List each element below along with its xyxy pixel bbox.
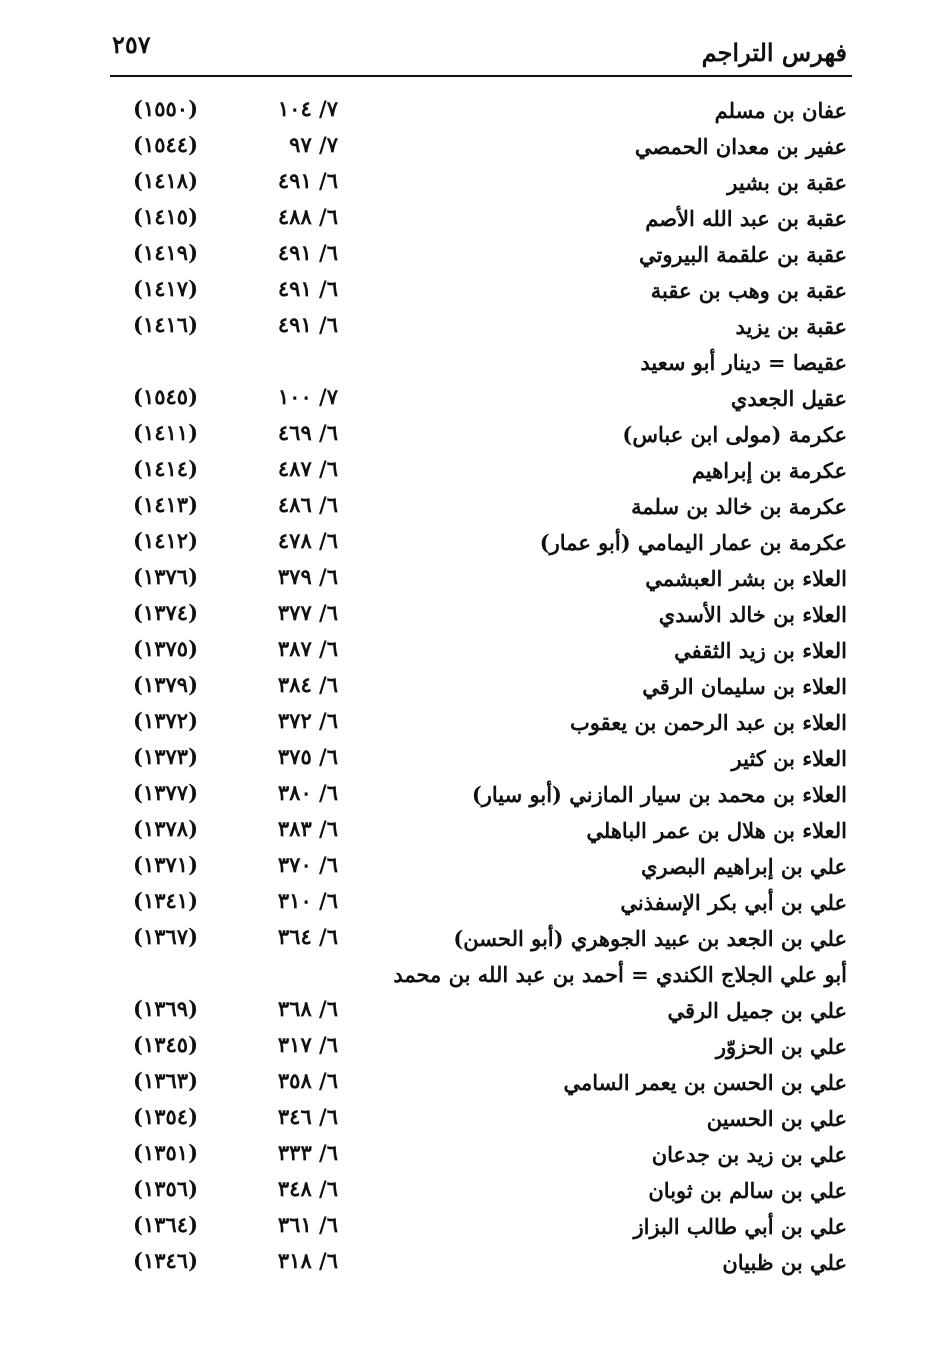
entry-name: عقيل الجعدي bbox=[730, 386, 847, 411]
entry-name: أبو علي الجلاج الكندي = أحمد بن عبد الله بن محمد bbox=[393, 962, 847, 987]
index-entry bbox=[0, 416, 935, 452]
entry-name: العلاء بن خالد الأسدي bbox=[658, 602, 847, 627]
entry-number: (١٣٦٣) bbox=[133, 1068, 198, 1093]
entry-volume-page: ٦/ ٣٥٨ bbox=[277, 1068, 338, 1093]
index-entries bbox=[0, 92, 935, 1280]
index-entry bbox=[0, 164, 935, 200]
index-entry bbox=[0, 380, 935, 416]
entry-volume-page: ٦/ ٣١٠ bbox=[277, 888, 338, 913]
index-entry bbox=[0, 776, 935, 812]
index-entry bbox=[0, 848, 935, 884]
entry-name: علي بن الحزوّر bbox=[715, 1034, 847, 1059]
index-entry bbox=[0, 560, 935, 596]
page-number: ٢٥٧ bbox=[112, 30, 151, 59]
entry-number: (١٣٤٥) bbox=[133, 1032, 198, 1057]
running-title: فهرس التراجم bbox=[701, 38, 847, 67]
entry-volume-page: ٦/ ٣٨٤ bbox=[277, 672, 338, 697]
entry-name: علي بن الجعد بن عبيد الجوهري (أبو الحسن) bbox=[453, 926, 847, 951]
index-entry bbox=[0, 1208, 935, 1244]
entry-volume-page: ٦/ ٣٧٩ bbox=[277, 564, 338, 589]
entry-volume-page: ٦/ ٣٨٧ bbox=[277, 636, 338, 661]
entry-name: العلاء بن محمد بن سيار المازني (أبو سيار) bbox=[471, 782, 847, 807]
entry-volume-page: ٧/ ١٠٤ bbox=[277, 96, 338, 121]
entry-volume-page: ٦/ ٣٦١ bbox=[277, 1212, 338, 1237]
header-rule bbox=[110, 75, 852, 77]
entry-name: علي بن أبي طالب البزاز bbox=[633, 1214, 847, 1239]
index-entry bbox=[0, 884, 935, 920]
entry-name: عقبة بن عبد الله الأصم bbox=[645, 206, 847, 231]
entry-number: (١٤١٢) bbox=[133, 528, 198, 553]
index-entry bbox=[0, 488, 935, 524]
entry-volume-page: ٦/ ٤٩١ bbox=[277, 312, 338, 337]
index-entry bbox=[0, 92, 935, 128]
entry-volume-page: ٦/ ٣٧٢ bbox=[277, 708, 338, 733]
entry-number: (١٣٥٤) bbox=[133, 1104, 198, 1129]
entry-number: (١٥٤٥) bbox=[133, 384, 198, 409]
entry-name: علي بن سالم بن ثوبان bbox=[648, 1178, 847, 1203]
index-entry bbox=[0, 1028, 935, 1064]
entry-name: علي بن الحسن بن يعمر السامي bbox=[563, 1070, 847, 1095]
index-entry bbox=[0, 740, 935, 776]
index-entry bbox=[0, 596, 935, 632]
entry-volume-page: ٦/ ٤٧٨ bbox=[277, 528, 338, 553]
entry-name: عفان بن مسلم bbox=[714, 98, 847, 123]
entry-volume-page: ٦/ ٤٩١ bbox=[277, 168, 338, 193]
entry-number: (١٤١٦) bbox=[133, 312, 198, 337]
entry-number: (١٣٧٢) bbox=[133, 708, 198, 733]
entry-volume-page: ٧/ ٩٧ bbox=[289, 132, 338, 157]
index-entry bbox=[0, 920, 935, 956]
index-entry bbox=[0, 1064, 935, 1100]
index-entry bbox=[0, 524, 935, 560]
entry-volume-page: ٦/ ٣٤٦ bbox=[277, 1104, 338, 1129]
entry-volume-page: ٦/ ٤٦٩ bbox=[277, 420, 338, 445]
entry-number: (١٥٥٠) bbox=[133, 96, 198, 121]
entry-name: العلاء بن سليمان الرقي bbox=[642, 674, 847, 699]
entry-name: عكرمة بن خالد بن سلمة bbox=[631, 494, 847, 519]
entry-number: (١٣٧٣) bbox=[133, 744, 198, 769]
entry-number: (١٤١٤) bbox=[133, 456, 198, 481]
index-entry bbox=[0, 812, 935, 848]
entry-volume-page: ٦/ ٣٨٣ bbox=[277, 816, 338, 841]
index-entry bbox=[0, 668, 935, 704]
entry-volume-page: ٦/ ٤٨٧ bbox=[277, 456, 338, 481]
index-entry bbox=[0, 1172, 935, 1208]
entry-number: (١٤١٨) bbox=[133, 168, 198, 193]
index-entry bbox=[0, 308, 935, 344]
entry-name: علي بن زيد بن جدعان bbox=[651, 1142, 847, 1167]
entry-number: (١٣٥٦) bbox=[133, 1176, 198, 1201]
index-entry bbox=[0, 200, 935, 236]
entry-number: (١٣٤١) bbox=[133, 888, 198, 913]
entry-name: علي بن أبي بكر الإسفذني bbox=[620, 890, 847, 915]
entry-name: عكرمة بن إبراهيم bbox=[691, 458, 847, 483]
entry-number: (١٣٧٨) bbox=[133, 816, 198, 841]
entry-volume-page: ٧/ ١٠٠ bbox=[277, 384, 338, 409]
index-entry bbox=[0, 704, 935, 740]
entry-number: (١٤١٣) bbox=[133, 492, 198, 517]
entry-volume-page: ٦/ ٣١٨ bbox=[277, 1248, 338, 1273]
index-entry bbox=[0, 632, 935, 668]
entry-name: العلاء بن هلال بن عمر الباهلي bbox=[586, 818, 847, 843]
entry-number: (١٤١١) bbox=[133, 420, 198, 445]
entry-number: (١٤١٩) bbox=[133, 240, 198, 265]
entry-name: العلاء بن عبد الرحمن بن يعقوب bbox=[569, 710, 847, 735]
index-entry bbox=[0, 1100, 935, 1136]
index-entry bbox=[0, 992, 935, 1028]
entry-number: (١٤١٧) bbox=[133, 276, 198, 301]
entry-number: (١٤١٥) bbox=[133, 204, 198, 229]
entry-number: (١٣٧٥) bbox=[133, 636, 198, 661]
entry-volume-page: ٦/ ٣٧٧ bbox=[277, 600, 338, 625]
entry-name: العلاء بن زيد الثقفي bbox=[674, 638, 847, 663]
entry-name: العلاء بن كثير bbox=[731, 746, 847, 771]
entry-volume-page: ٦/ ٣٤٨ bbox=[277, 1176, 338, 1201]
entry-number: (١٣٦٤) bbox=[133, 1212, 198, 1237]
entry-volume-page: ٦/ ٣٦٤ bbox=[277, 924, 338, 949]
entry-number: (١٣٧٦) bbox=[133, 564, 198, 589]
entry-name: علي بن ظبيان bbox=[722, 1250, 847, 1275]
index-entry bbox=[0, 272, 935, 308]
entry-name: عكرمة بن عمار اليمامي (أبو عمار) bbox=[539, 530, 847, 555]
entry-name: عكرمة (مولى ابن عباس) bbox=[622, 422, 847, 447]
entry-name: علي بن الحسين bbox=[706, 1106, 847, 1131]
index-entry bbox=[0, 956, 935, 992]
entry-volume-page: ٦/ ٣٨٠ bbox=[277, 780, 338, 805]
entry-number: (١٣٧١) bbox=[133, 852, 198, 877]
index-entry bbox=[0, 1244, 935, 1280]
entry-volume-page: ٦/ ٣٧٠ bbox=[277, 852, 338, 877]
entry-name: عقيصا = دينار أبو سعيد bbox=[640, 350, 847, 375]
entry-volume-page: ٦/ ٣٣٣ bbox=[277, 1140, 338, 1165]
entry-name: عقبة بن وهب بن عقبة bbox=[650, 278, 847, 303]
entry-volume-page: ٦/ ٤٨٦ bbox=[277, 492, 338, 517]
entry-number: (١٣٦٧) bbox=[133, 924, 198, 949]
entry-name: عقبة بن علقمة البيروتي bbox=[638, 242, 847, 267]
entry-volume-page: ٦/ ٤٩١ bbox=[277, 240, 338, 265]
entry-volume-page: ٦/ ٤٩١ bbox=[277, 276, 338, 301]
entry-volume-page: ٦/ ٣٦٨ bbox=[277, 996, 338, 1021]
entry-number: (١٥٤٤) bbox=[133, 132, 198, 157]
entry-number: (١٣٧٩) bbox=[133, 672, 198, 697]
entry-volume-page: ٦/ ٣١٧ bbox=[277, 1032, 338, 1057]
entry-name: علي بن إبراهيم البصري bbox=[640, 854, 847, 879]
entry-number: (١٣٦٩) bbox=[133, 996, 198, 1021]
index-entry bbox=[0, 128, 935, 164]
entry-number: (١٣٤٦) bbox=[133, 1248, 198, 1273]
entry-name: عقبة بن بشير bbox=[727, 170, 847, 195]
entry-name: عقبة بن يزيد bbox=[735, 314, 847, 339]
entry-number: (١٣٧٧) bbox=[133, 780, 198, 805]
index-entry bbox=[0, 1136, 935, 1172]
index-entry bbox=[0, 236, 935, 272]
entry-name: علي بن جميل الرقي bbox=[667, 998, 847, 1023]
entry-number: (١٣٥١) bbox=[133, 1140, 198, 1165]
entry-volume-page: ٦/ ٤٨٨ bbox=[277, 204, 338, 229]
entry-number: (١٣٧٤) bbox=[133, 600, 198, 625]
entry-name: عفير بن معدان الحمصي bbox=[634, 134, 847, 159]
entry-name: العلاء بن بشر العبشمي bbox=[645, 566, 847, 591]
entry-volume-page: ٦/ ٣٧٥ bbox=[277, 744, 338, 769]
index-entry bbox=[0, 452, 935, 488]
index-entry bbox=[0, 344, 935, 380]
